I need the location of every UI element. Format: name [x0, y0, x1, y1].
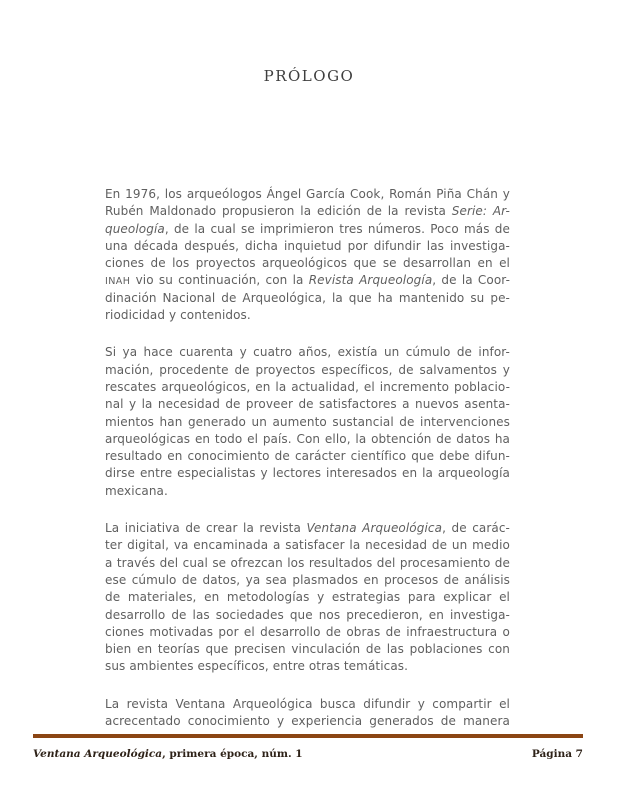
- paragraph: [105, 186, 510, 324]
- text-line: arqueológicas en todo el país. Con ello, la obtención de datos ha: [105, 431, 510, 446]
- text-line: riodicidad y contenidos.: [105, 308, 251, 323]
- text-line: una década después, dicha inquietud por difundir las investiga-: [105, 238, 510, 253]
- text-line: a través del cual se ofrezcan los resultados del procesamiento de: [105, 555, 510, 570]
- text-line: sus ambientes específicos, entre otras temáticas.: [105, 659, 409, 674]
- text-line: INAH vio su continuación, con la Revista Arqueología, de la Coor-: [105, 273, 510, 288]
- footer-issue-info: , primera época, núm. 1: [162, 748, 303, 760]
- text-line: rescates arqueológicos, en la actualidad, el incremento poblacio-: [105, 379, 510, 394]
- paragraph: [105, 344, 510, 500]
- text-line: mexicana.: [105, 483, 168, 498]
- text-line: ese cúmulo de datos, ya sea plasmados en procesos de análisis: [105, 572, 510, 587]
- text-line: resultado en conocimiento de carácter científico que debe difun-: [105, 449, 510, 464]
- text-line: Rubén Maldonado propusieron la edición de la revista Serie: Ar-: [105, 204, 510, 219]
- paragraph: [105, 520, 510, 676]
- text-line: ciones de los proyectos arqueológicos que se desarrollan en el: [105, 256, 510, 271]
- text-line: bien en teorías que precisen vinculación de las poblaciones con: [105, 642, 510, 657]
- text-line: dinación Nacional de Arqueológica, la que ha mantenido su pe-: [105, 290, 510, 305]
- page-footer: [33, 748, 583, 760]
- footer-journal-info: [33, 748, 303, 760]
- journal-name: Ventana Arqueológica: [33, 748, 163, 760]
- text-line: En 1976, los arqueólogos Ángel García Cook, Román Piña Chán y: [105, 187, 510, 201]
- text-line: queología, de la cual se imprimieron tres números. Poco más de: [105, 221, 510, 236]
- text-line: de materiales, en metodologías y estrategias para explicar el: [105, 590, 510, 605]
- text-line: ter digital, va encaminada a satisfacer la necesidad de un medio: [105, 538, 510, 553]
- paragraph: [105, 696, 510, 731]
- text-line: La iniciativa de crear la revista Ventana Arqueológica, de carác-: [105, 521, 510, 536]
- text-line: La revista Ventana Arqueológica busca difundir y compartir el: [105, 696, 510, 711]
- text-line: mación, procedente de proyectos específicos, de salvamentos y: [105, 362, 510, 377]
- text-line: ciones motivadas por el desarrollo de obras de infraestructura o: [105, 624, 510, 639]
- text-line: Si ya hace cuarenta y cuatro años, existía un cúmulo de infor-: [105, 345, 510, 360]
- text-line: nal y la necesidad de proveer de satisfactores a nuevos asenta-: [105, 397, 510, 412]
- footer-rule: [33, 734, 583, 738]
- text-line: dirse entre especialistas y lectores interesados en la arqueología: [105, 466, 510, 481]
- text-line: mientos han generado un aumento sustancial de intervenciones: [105, 414, 510, 429]
- text-line: acrecentado conocimiento y experiencia generados de manera: [105, 714, 510, 729]
- text-line: desarrollo de las sociedades que nos precedieron, en investiga-: [105, 607, 510, 622]
- body-text: [105, 186, 510, 750]
- page-title: PRÓLOGO: [263, 67, 355, 85]
- page-number: Página 7: [531, 748, 583, 760]
